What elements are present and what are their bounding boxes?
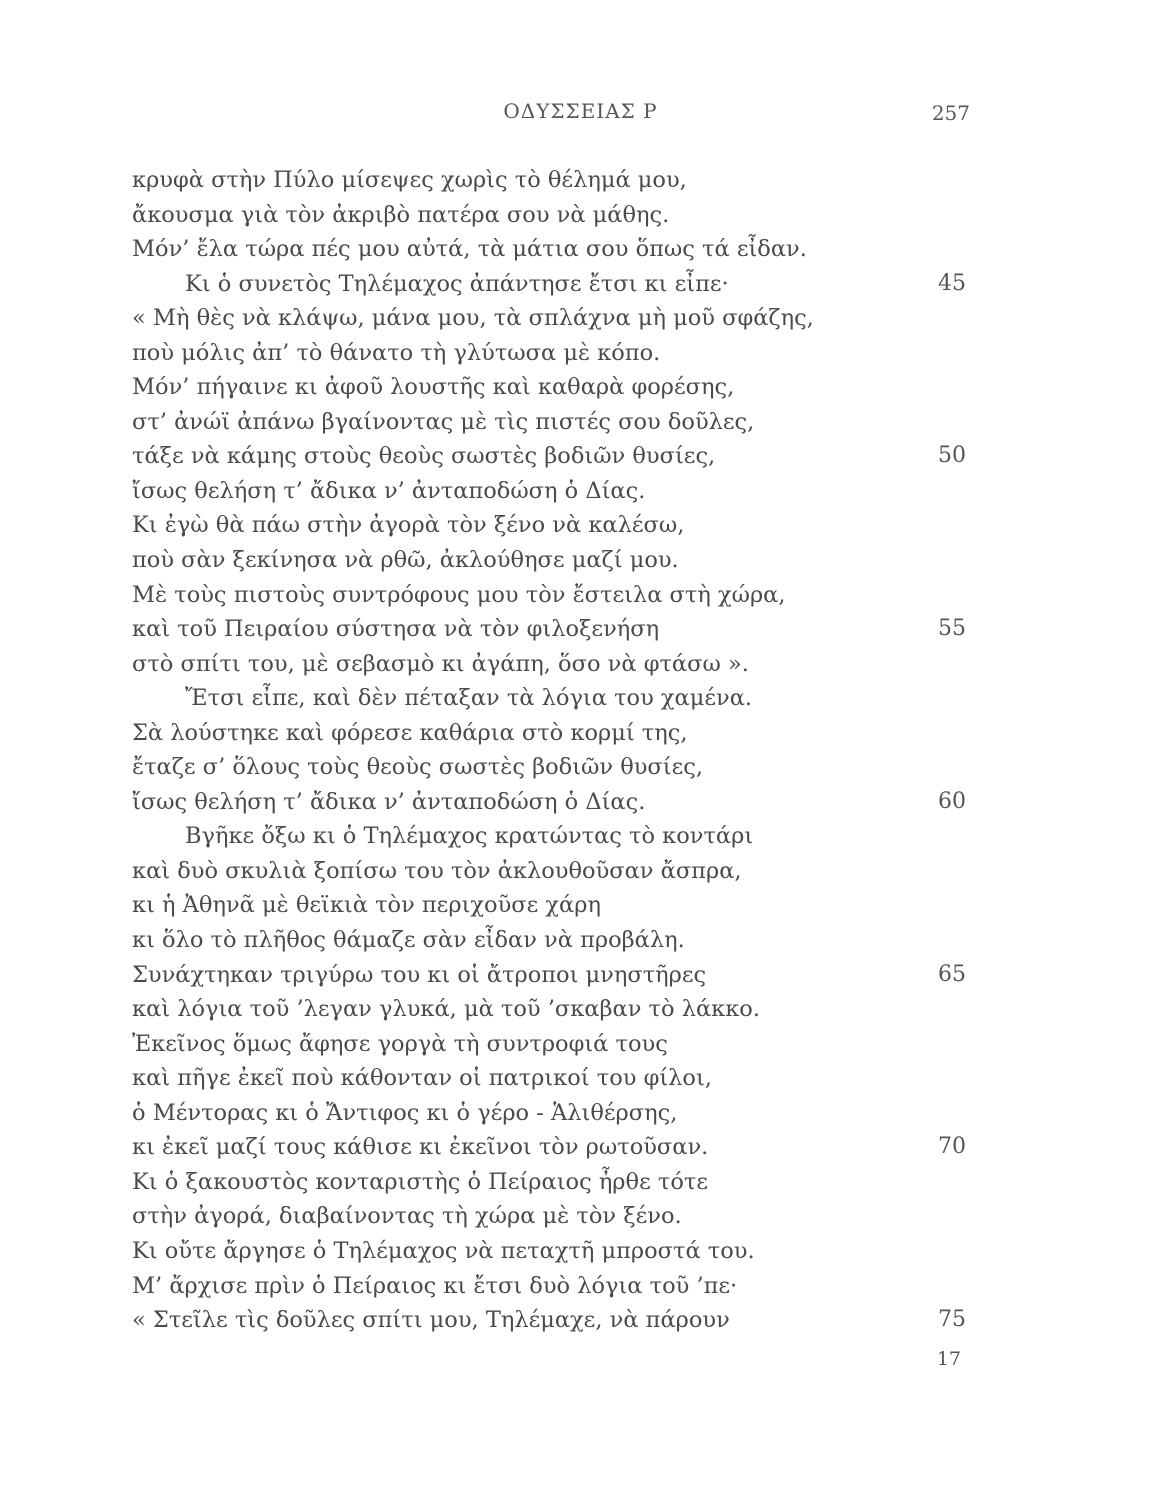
verse-line: [132, 439, 972, 474]
verse-line: [132, 647, 972, 682]
verse-text: Ἐκεῖνος ὅμως ἄφησε γοργὰ τὴ συντροφιά τους: [132, 1030, 668, 1057]
verse-text: καὶ τοῦ Πειραίου σύστησα νὰ τὸν φιλοξενήση: [132, 616, 660, 643]
verse-text: Βγῆκε ὄξω κι ὁ Τηλέμαχος κρατώντας τὸ κοντάρι: [185, 823, 754, 850]
verse-text: Σὰ λούστηκε καὶ φόρεσε καθάρια στὸ κορμί της,: [132, 719, 688, 746]
line-number: 55: [938, 616, 966, 642]
verse-line: [132, 819, 972, 854]
verse-line: [132, 785, 972, 820]
verse-line: [132, 612, 972, 647]
verse-line: [132, 267, 972, 302]
verse-text: Μ’ ἄρχισε πρὶν ὁ Πείραιος κι ἔτσι δυὸ λόγια τοῦ ’πε·: [132, 1272, 738, 1299]
verse-text: Κι ὁ συνετὸς Τηλέμαχος ἀπάντησε ἔτσι κι εἶπε·: [185, 270, 729, 297]
verse-line: [132, 198, 972, 233]
verse-text: ἔταζε σ’ ὅλους τοὺς θεοὺς σωστὲς βοδιῶν θυσίες,: [132, 754, 704, 781]
verse-text: Κι ἐγὼ θὰ πάω στὴν ἀγορὰ τὸν ξένο νὰ καλέσω,: [132, 512, 685, 539]
verse-text: Ἔτσι εἶπε, καὶ δὲν πέταξαν τὰ λόγια του χαμένα.: [185, 685, 753, 712]
verse-text: Μὲ τοὺς πιστοὺς συντρόφους μου τὸν ἔστειλα στὴ χώρα,: [132, 581, 786, 608]
verse-line: [132, 370, 972, 405]
verse-text: κι ἐκεῖ μαζί τους κάθισε κι ἐκεῖνοι τὸν ρωτοῦσαν.: [132, 1134, 709, 1161]
verse-line: [132, 750, 972, 785]
verse-line: [132, 958, 972, 993]
verse-line: [132, 543, 972, 578]
page-number: 257: [931, 101, 970, 125]
verse-line: [132, 508, 972, 543]
verse-text: στ’ ἀνώϊ ἀπάνω βγαίνοντας μὲ τὶς πιστές σου δοῦλες,: [132, 408, 755, 435]
verse-text: « Μὴ θὲς νὰ κλάψω, μάνα μου, τὰ σπλάχνα μὴ μοῦ σφάζης,: [132, 305, 814, 332]
verse-line: [132, 1199, 972, 1234]
verse-text: ποὺ σὰν ξεκίνησα νὰ ρθῶ, ἀκλούθησε μαζί μου.: [132, 547, 679, 574]
verse-text: ὁ Μέντορας κι ὁ Ἄντιφος κι ὁ γέρο - Ἁλιθέρσης,: [132, 1099, 678, 1126]
verse-text: τάξε νὰ κάμης στοὺς θεοὺς σωστὲς βοδιῶν θυσίες,: [132, 443, 716, 470]
line-number: 45: [938, 270, 966, 296]
verse-text: κι ἡ Ἀθηνᾶ μὲ θεϊκιὰ τὸν περιχοῦσε χάρη: [132, 892, 601, 919]
verse-line: [132, 1269, 972, 1304]
verse-text: Κι οὔτε ἄργησε ὁ Τηλέμαχος νὰ πεταχτῆ μπροστά του.: [132, 1237, 755, 1264]
verse-line: [132, 232, 972, 267]
running-title: ΟΔΥΣΣΕΙΑΣ Ρ: [503, 99, 658, 123]
verse-line: [132, 923, 972, 958]
verse-line: [132, 301, 972, 336]
verse-text: στὸ σπίτι του, μὲ σεβασμὸ κι ἀγάπη, ὅσο νὰ φτάσω ».: [132, 650, 749, 677]
verse-text: « Στεῖλε τὶς δοῦλες σπίτι μου, Τηλέμαχε, νὰ πάρουν: [132, 1307, 730, 1334]
line-number: 60: [938, 788, 966, 814]
verse-line: [132, 163, 972, 198]
verse-line: [132, 336, 972, 371]
verse-line: [132, 681, 972, 716]
verse-text: Κι ὁ ξακουστὸς κονταριστὴς ὁ Πείραιος ἦρθε τότε: [132, 1168, 708, 1195]
line-number: 75: [938, 1307, 966, 1333]
verse-line: [132, 992, 972, 1027]
verse-text: κρυφὰ στὴν Πύλο μίσεψες χωρὶς τὸ θέλημά μου,: [132, 167, 687, 193]
verse-text: Συνάχτηκαν τριγύρω του κι οἱ ἄτροποι μνηστῆρες: [132, 961, 707, 988]
verse-text: Μόν’ ἔλα τώρα πές μου αὐτά, τὰ μάτια σου ὅπως τά εἶδαν.: [132, 236, 807, 263]
verse-line: [132, 1061, 972, 1096]
verse-line: [132, 578, 972, 613]
verse-line: [132, 1165, 972, 1200]
verse-line: [132, 1303, 972, 1338]
verse-line: [132, 1096, 972, 1131]
line-number: 50: [938, 443, 966, 469]
line-number: 70: [938, 1134, 966, 1160]
verse-line: [132, 405, 972, 440]
verse-text: ποὺ μόλις ἀπ’ τὸ θάνατο τὴ γλύτωσα μὲ κόπο.: [132, 339, 661, 366]
verse-text: καὶ πῆγε ἐκεῖ ποὺ κάθονταν οἱ πατρικοί του φίλοι,: [132, 1065, 712, 1092]
verse-line: [132, 1130, 972, 1165]
verse-line: [132, 854, 972, 889]
verse-text: ἴσως θελήση τ’ ἄδικα ν’ ἀνταποδώση ὁ Δίας.: [132, 477, 646, 504]
signature-mark: 17: [936, 1348, 961, 1370]
verse-line: [132, 474, 972, 509]
verse-line: [132, 1234, 972, 1269]
verse-text: καὶ λόγια τοῦ ’λεγαν γλυκά, μὰ τοῦ ’σκαβαν τὸ λάκκο.: [132, 996, 760, 1023]
verse-line: [132, 716, 972, 751]
verse-line: [132, 1027, 972, 1062]
line-number: 65: [938, 961, 966, 987]
verse-text: ἴσως θελήση τ’ ἄδικα ν’ ἀνταποδώση ὁ Δίας.: [132, 788, 646, 815]
verse-block: [132, 163, 972, 1338]
verse-line: [132, 888, 972, 923]
verse-text: καὶ δυὸ σκυλιὰ ξοπίσω του τὸν ἀκλουθοῦσαν ἄσπρα,: [132, 857, 742, 884]
verse-text: ἄκουσμα γιὰ τὸν ἀκριβὸ πατέρα σου νὰ μάθης.: [132, 201, 670, 228]
verse-text: στὴν ἀγορά, διαβαίνοντας τὴ χώρα μὲ τὸν ξένο.: [132, 1203, 682, 1230]
verse-text: Μόν’ πήγαινε κι ἀφοῦ λουστῆς καὶ καθαρὰ φορέσης,: [132, 374, 735, 401]
verse-text: κι ὅλο τὸ πλῆθος θάμαζε σὰν εἶδαν νὰ προβάλη.: [132, 927, 685, 954]
